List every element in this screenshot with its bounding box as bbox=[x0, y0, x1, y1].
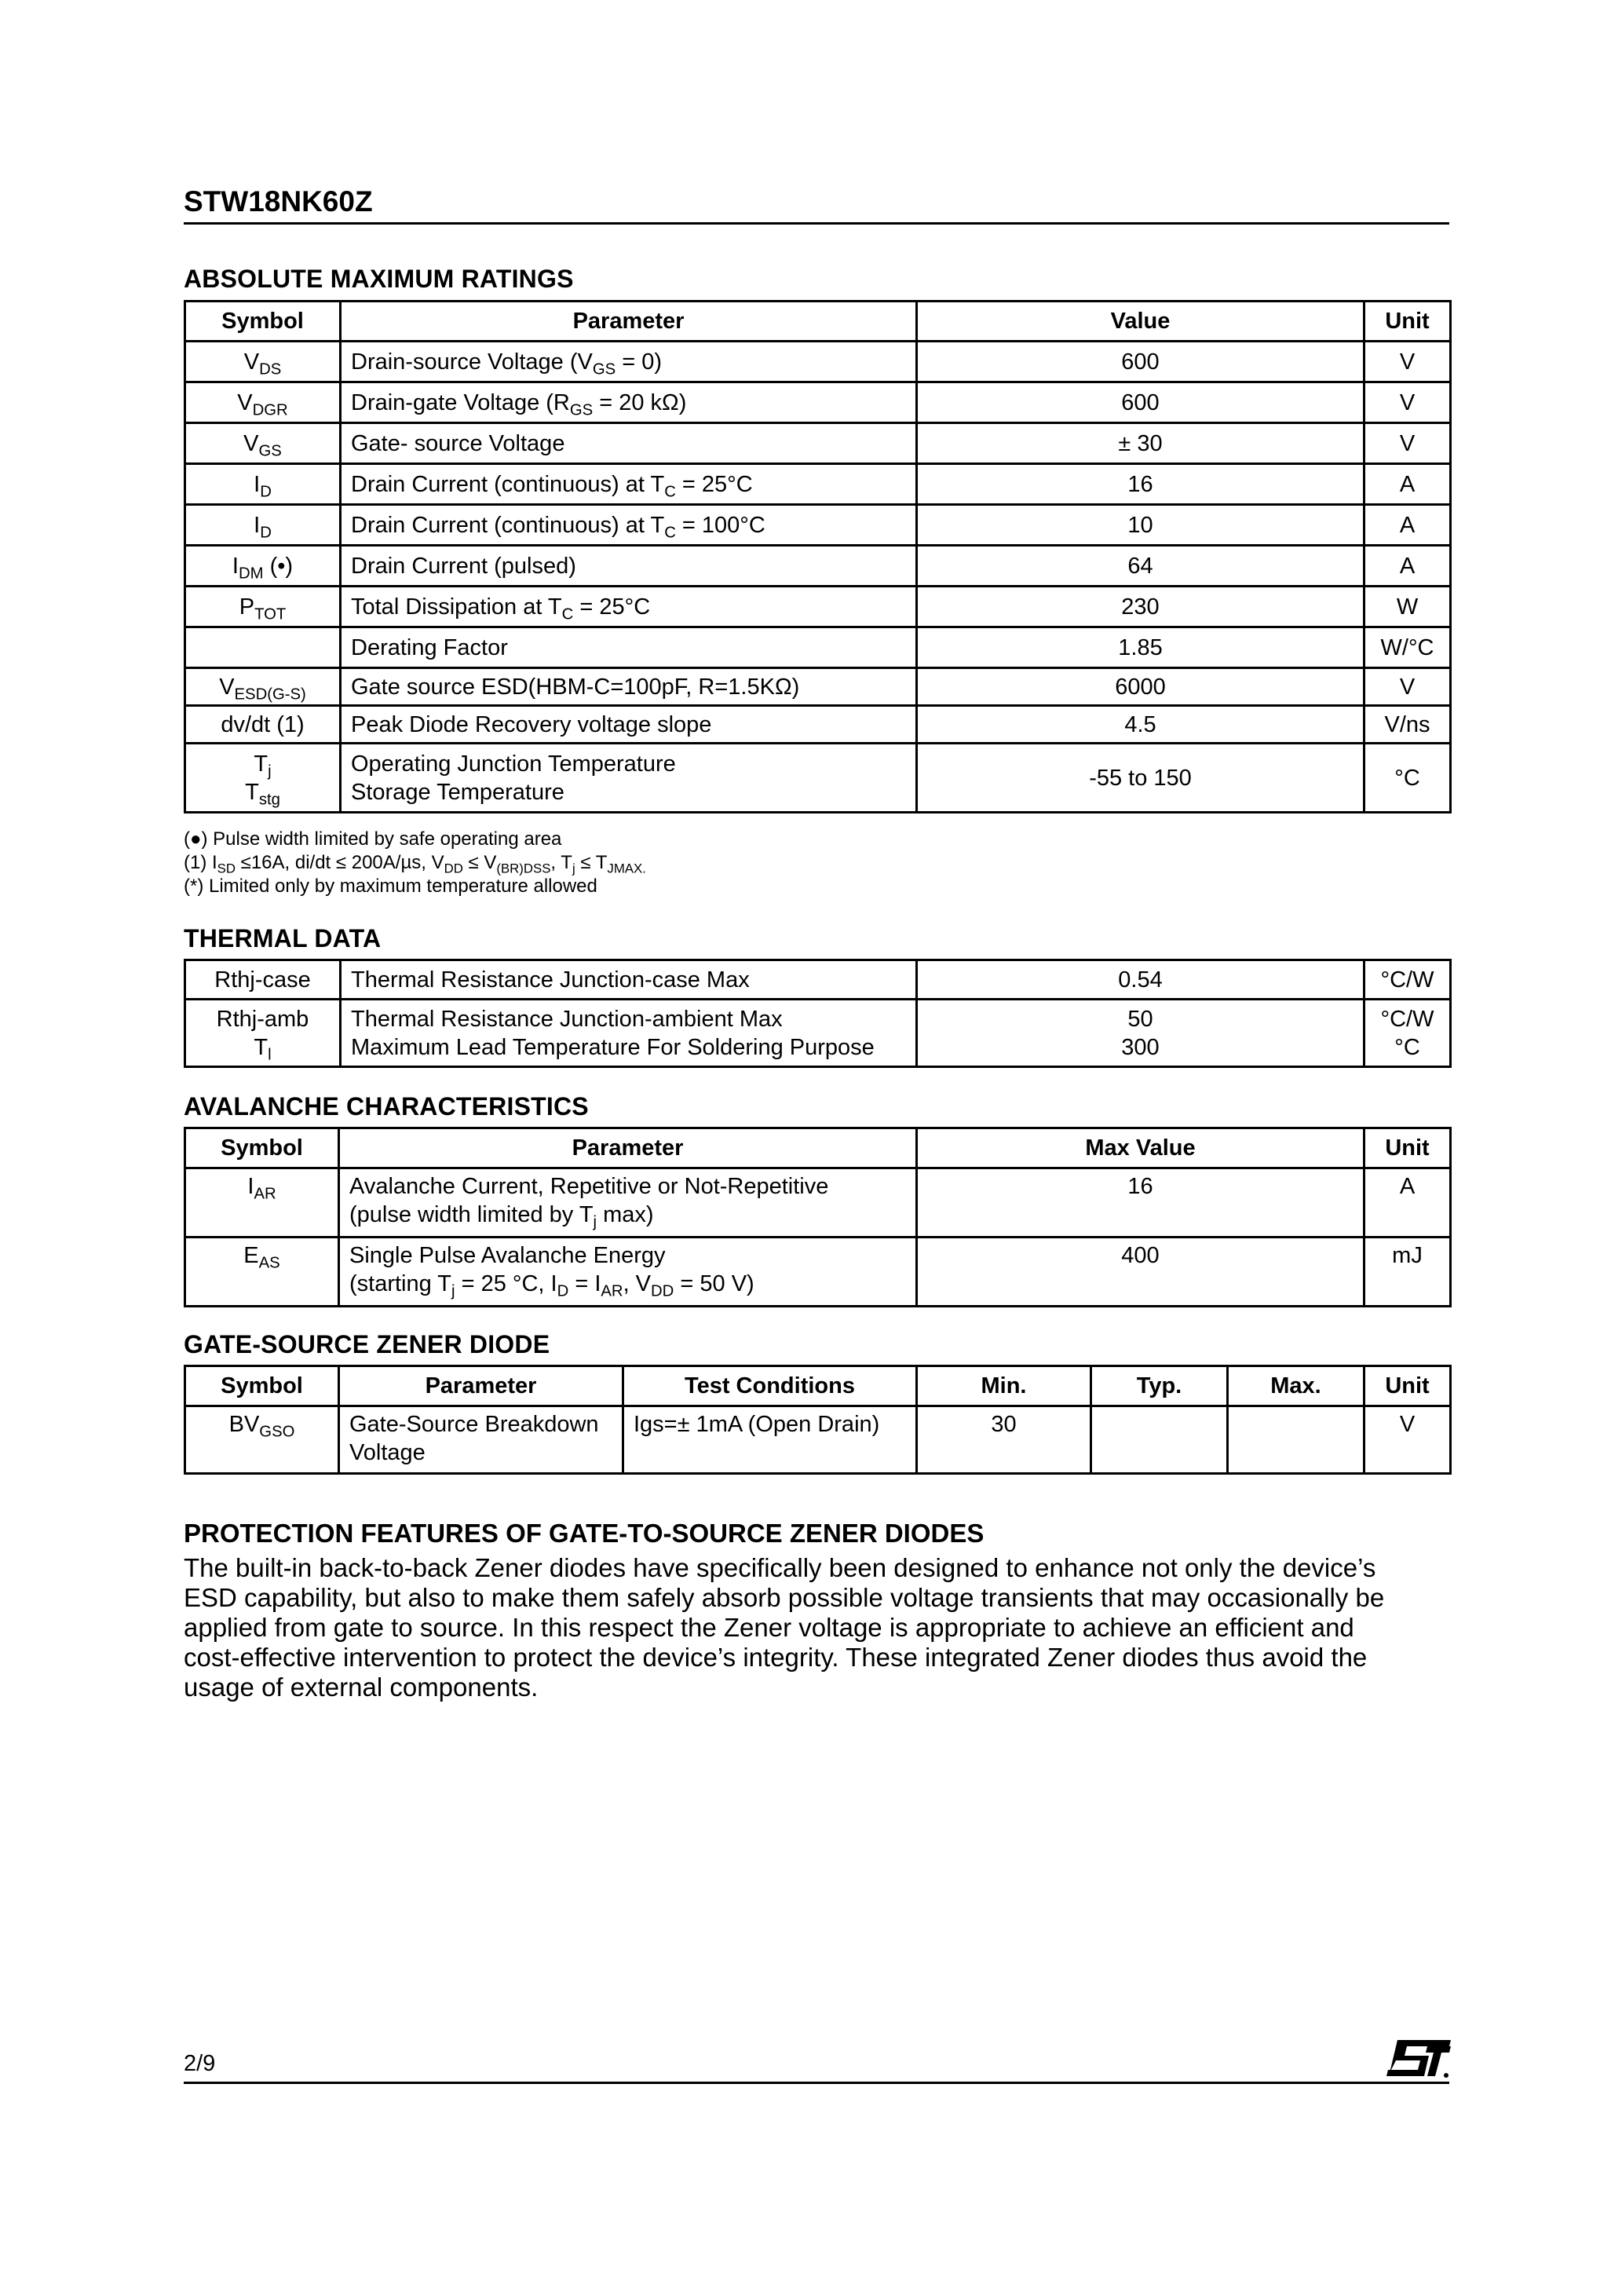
value-cell: 600 bbox=[917, 342, 1364, 382]
footnote-1: (1) $I_{SD} \le 16A$, di/dt ≤ 200A/µs, $V_{DD} \le V_{(BR)DSS}$, $T_j \le T_{JMAX.}$ bbox=[184, 852, 646, 876]
unit-cell: V bbox=[1364, 342, 1451, 382]
table-header-row bbox=[185, 1366, 1451, 1406]
col-header-typ: Typ. bbox=[1091, 1366, 1228, 1406]
parameter-cell: Thermal Resistance Junction-ambient Max Maximum Lead Temperature For Soldering Purpose bbox=[341, 1000, 917, 1067]
min-cell: 30 bbox=[917, 1406, 1091, 1474]
parameter-cell: Thermal Resistance Junction-case Max bbox=[341, 960, 917, 1000]
parameter-cell: Gate-Source Breakdown Voltage bbox=[339, 1406, 623, 1474]
unit-cell: W/°C bbox=[1364, 627, 1451, 668]
paragraph-line: The built-in back-to-back Zener diodes have specifically been designed to enhance not only the device’s bbox=[184, 1553, 1376, 1582]
value-cell: 600 bbox=[917, 382, 1364, 423]
unit-cell: V bbox=[1364, 668, 1451, 706]
symbol-cell: Rthj-case bbox=[185, 960, 341, 1000]
value-cell: 230 bbox=[917, 587, 1364, 627]
table-row bbox=[185, 342, 1451, 382]
symbol-cell: $I_{AR}$ bbox=[185, 1168, 339, 1238]
value-cell: 1.85 bbox=[917, 627, 1364, 668]
parameter-cell: Peak Diode Recovery voltage slope bbox=[341, 706, 917, 744]
col-header-unit: Unit bbox=[1364, 302, 1451, 342]
table-row bbox=[185, 1238, 1451, 1307]
col-header-parameter: Parameter bbox=[339, 1366, 623, 1406]
footnote-temperature: (*) Limited only by maximum temperature allowed bbox=[184, 876, 597, 897]
paragraph-line: ESD capability, but also to make them safely absorb possible voltage transients that may occasionally be bbox=[184, 1583, 1385, 1612]
parameter-cell: Single Pulse Avalanche Energy (starting $T_j = 25$ °C, $I_D = I_{AR}$, $V_{DD} = 50$ V) bbox=[339, 1238, 917, 1307]
table-row bbox=[185, 744, 1451, 813]
table-row bbox=[185, 587, 1451, 627]
symbol-cell: $I_{DM}$ (•) bbox=[185, 546, 341, 587]
unit-cell: °C/W bbox=[1364, 960, 1451, 1000]
symbol-cell: $E_{AS}$ bbox=[185, 1238, 339, 1307]
table-row bbox=[185, 505, 1451, 546]
protection-paragraph bbox=[184, 1553, 1456, 1702]
unit-cell: A bbox=[1364, 1168, 1451, 1238]
col-header-symbol: Symbol bbox=[185, 302, 341, 342]
footer-divider bbox=[184, 2082, 1449, 2084]
parameter-cell: Drain Current (pulsed) bbox=[341, 546, 917, 587]
max-cell bbox=[1228, 1406, 1364, 1474]
col-header-unit: Unit bbox=[1364, 1366, 1451, 1406]
table-row bbox=[185, 1000, 1451, 1067]
symbol-cell: dv/dt (1) bbox=[185, 706, 341, 744]
table-row bbox=[185, 382, 1451, 423]
table-header-row bbox=[185, 302, 1451, 342]
parameter-cell: Drain-gate Voltage ($R_{GS} = 20$ kΩ) bbox=[341, 382, 917, 423]
parameter-cell: Total Dissipation at $T_C = 25^\circ C$ bbox=[341, 587, 917, 627]
thermal-table bbox=[184, 959, 1452, 1068]
table-row bbox=[185, 668, 1451, 706]
symbol-cell: $BV_{GSO}$ bbox=[185, 1406, 339, 1474]
amr-section-title: ABSOLUTE MAXIMUM RATINGS bbox=[184, 265, 574, 293]
table-header-row bbox=[185, 1128, 1451, 1168]
zener-table bbox=[184, 1365, 1452, 1475]
st-logo-icon bbox=[1383, 2035, 1452, 2081]
table-row bbox=[185, 1406, 1451, 1474]
parameter-cell: Derating Factor bbox=[341, 627, 917, 668]
unit-cell: °C/W °C bbox=[1364, 1000, 1451, 1067]
table-row bbox=[185, 627, 1451, 668]
table-row bbox=[185, 423, 1451, 464]
unit-cell: V bbox=[1364, 382, 1451, 423]
parameter-cell: Operating Junction Temperature Storage Temperature bbox=[341, 744, 917, 813]
col-header-unit: Unit bbox=[1364, 1128, 1451, 1168]
conditions-cell: Igs=± 1mA (Open Drain) bbox=[623, 1406, 917, 1474]
unit-cell: V bbox=[1364, 1406, 1451, 1474]
col-header-min: Min. bbox=[917, 1366, 1091, 1406]
unit-cell: mJ bbox=[1364, 1238, 1451, 1307]
value-cell: 4.5 bbox=[917, 706, 1364, 744]
col-header-parameter: Parameter bbox=[341, 302, 917, 342]
symbol-cell: $T_j$ $T_{stg}$ bbox=[185, 744, 341, 813]
parameter-cell: Drain Current (continuous) at $T_C = 25^\circ C$ bbox=[341, 464, 917, 505]
col-header-parameter: Parameter bbox=[339, 1128, 917, 1168]
table-row bbox=[185, 706, 1451, 744]
symbol-cell: $P_{TOT}$ bbox=[185, 587, 341, 627]
symbol-cell: $I_D$ bbox=[185, 505, 341, 546]
value-cell: 400 bbox=[917, 1238, 1364, 1307]
table-row bbox=[185, 1168, 1451, 1238]
symbol-cell: Rthj-amb $T_l$ bbox=[185, 1000, 341, 1067]
unit-cell: V bbox=[1364, 423, 1451, 464]
table-row bbox=[185, 960, 1451, 1000]
unit-cell: A bbox=[1364, 505, 1451, 546]
unit-cell: V/ns bbox=[1364, 706, 1451, 744]
avalanche-section-title: AVALANCHE CHARACTERISTICS bbox=[184, 1092, 589, 1121]
amr-table-body bbox=[185, 342, 1451, 744]
avalanche-table bbox=[184, 1127, 1452, 1307]
col-header-max-value: Max Value bbox=[917, 1128, 1364, 1168]
parameter-cell: Drain-source Voltage $(V_{GS} = 0)$ bbox=[341, 342, 917, 382]
part-number-title: STW18NK60Z bbox=[184, 185, 373, 218]
symbol-cell bbox=[185, 627, 341, 668]
value-cell: -55 to 150 bbox=[917, 744, 1364, 813]
value-cell: 16 bbox=[917, 1168, 1364, 1238]
symbol-cell: $V_{DS}$ bbox=[185, 342, 341, 382]
table-row bbox=[185, 464, 1451, 505]
parameter-cell: Avalanche Current, Repetitive or Not-Repetitive (pulse width limited by $T_j$ max) bbox=[339, 1168, 917, 1238]
value-cell: 64 bbox=[917, 546, 1364, 587]
value-cell: ± 30 bbox=[917, 423, 1364, 464]
protection-section-title: PROTECTION FEATURES OF GATE-TO-SOURCE ZENER DIODES bbox=[184, 1519, 985, 1548]
col-header-value: Value bbox=[917, 302, 1364, 342]
col-header-max: Max. bbox=[1228, 1366, 1364, 1406]
page-number: 2/9 bbox=[184, 2051, 216, 2076]
symbol-cell: $V_{DGR}$ bbox=[185, 382, 341, 423]
parameter-cell: Drain Current (continuous) at $T_C = 100^\circ C$ bbox=[341, 505, 917, 546]
paragraph-line: applied from gate to source. In this respect the Zener voltage is appropriate to achieve an efficient and bbox=[184, 1613, 1354, 1642]
unit-cell: °C bbox=[1364, 744, 1451, 813]
value-cell: 10 bbox=[917, 505, 1364, 546]
unit-cell: A bbox=[1364, 464, 1451, 505]
zener-section-title: GATE-SOURCE ZENER DIODE bbox=[184, 1330, 550, 1358]
footnote-pulse: (●) Pulse width limited by safe operating area bbox=[184, 828, 562, 850]
value-cell: 50 300 bbox=[917, 1000, 1364, 1067]
amr-table bbox=[184, 300, 1452, 813]
header-divider bbox=[184, 222, 1449, 225]
value-cell: 16 bbox=[917, 464, 1364, 505]
paragraph-line: cost-effective intervention to protect the device’s integrity. These integrated Zener diodes thus avoid the bbox=[184, 1643, 1368, 1672]
symbol-cell: $I_D$ bbox=[185, 464, 341, 505]
table-row bbox=[185, 546, 1451, 587]
col-header-symbol: Symbol bbox=[185, 1366, 339, 1406]
unit-cell: W bbox=[1364, 587, 1451, 627]
thermal-section-title: THERMAL DATA bbox=[184, 924, 382, 952]
value-cell: 0.54 bbox=[917, 960, 1364, 1000]
symbol-cell: $V_{GS}$ bbox=[185, 423, 341, 464]
unit-cell: A bbox=[1364, 546, 1451, 587]
value-cell: 6000 bbox=[917, 668, 1364, 706]
parameter-cell: Gate source ESD(HBM-C=100pF, R=1.5KΩ) bbox=[341, 668, 917, 706]
parameter-cell: Gate- source Voltage bbox=[341, 423, 917, 464]
col-header-symbol: Symbol bbox=[185, 1128, 339, 1168]
typ-cell bbox=[1091, 1406, 1228, 1474]
col-header-test-conditions: Test Conditions bbox=[623, 1366, 917, 1406]
symbol-cell: $V_{ESD(G-S)}$ bbox=[185, 668, 341, 706]
paragraph-line: usage of external components. bbox=[184, 1673, 539, 1702]
